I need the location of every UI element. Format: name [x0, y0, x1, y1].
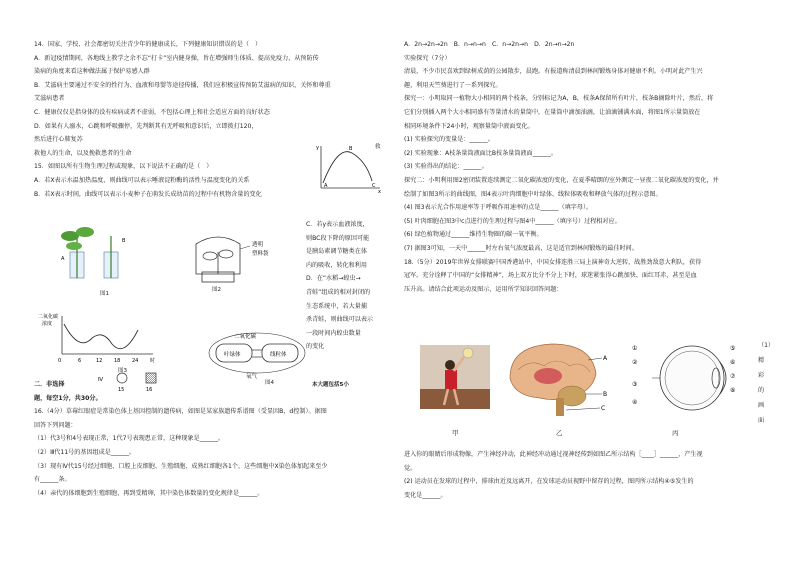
- q18-stem-2: 冠军。充分诠释了中国的“女排精神”，场上双方比分不分上下时，球迷紧张得心跳加快、面红耳赤，甚至是血: [404, 272, 697, 280]
- label-jia: 甲: [452, 429, 459, 437]
- figure-4-gas-exchange: [206, 330, 306, 382]
- tick-24: 24: [132, 358, 139, 364]
- side-char-4: 的: [758, 387, 765, 394]
- q15-c-line2: 则BC段下降的原因可能: [306, 234, 370, 242]
- eye-num-4: ④: [632, 399, 638, 406]
- tick-0: 0: [58, 358, 62, 364]
- q14-stem: 14．国家、学校、社会都密切关注青少年的健康成长，下列健康知识错误的是（ ）: [34, 41, 262, 48]
- figure-3-caption: 图3: [118, 368, 127, 374]
- q14-option-c: C．健康仅仅是指身体的没有疾病或者不虚弱，不包括心理上和社会适应方面的良好状态: [34, 108, 270, 116]
- q18-answers: [404, 448, 760, 502]
- exp-question-7: (7) 据图3可知，一天中______时左右氧气浓度最高，这是适宜到林间锻炼的最佳时间。: [404, 244, 638, 252]
- q14-option-a-cont: 染病的角度来看这种做法属于保护易感人群: [34, 68, 150, 76]
- tick-18: 18: [114, 358, 121, 364]
- intro-line-2: 趣，利用天竺葵进行了一系列探究。: [404, 81, 502, 89]
- q14-option-d: D．如果有人溺水，心跳和呼吸骤停，先判断其有无呼吸和意识后，立即拨打120，: [34, 122, 258, 130]
- q15-c-line1: C．若y表示血液浓度，: [306, 221, 369, 228]
- curve-point-c: C: [372, 183, 376, 189]
- q14-option-a: A．新冠疫情期间，各地线上教学之余不忘“打卡”室内健身操，旨在增强师生体质、提高免疫力，从预防传: [34, 54, 319, 62]
- q16-part-3: （3）现有Ⅳ代15号经过细胞、口腔上皮细胞、生殖细胞、成熟红细胞各1个，这些细胞中X染色体加起来至少: [34, 462, 328, 470]
- side-char-5: 画: [758, 402, 765, 409]
- q18-stem-1: 18.（5分）2019年世界女排联赛中国香港站中，中国女排连胜三局上演神奇大逆转，战胜劲敌意大利队，获得: [404, 258, 702, 266]
- fig4-co2-label: 二氧化碳: [234, 334, 257, 340]
- figure-2-caption: 图2: [212, 287, 221, 293]
- tick-12: 12: [96, 358, 103, 364]
- exp1-line-2: 它们分别插入两个大小相同盛有等量清水的量筒中，在量筒中滴加油滴，让油滴铺满水面，将图1所示量筒放在: [404, 108, 701, 116]
- eye-num-2: ②: [632, 359, 638, 366]
- figure-3-co2-graph: [38, 310, 158, 368]
- q15-c-line4: 内的吸收，转化和利用: [306, 261, 367, 269]
- figure-2-bag-setup: [188, 234, 288, 284]
- eye-num-1: ①: [632, 345, 638, 352]
- eye-num-5: ⑤: [730, 345, 736, 352]
- curve-point-b: B: [349, 146, 353, 152]
- plant-b-label: B: [122, 238, 126, 244]
- section-2-score: 题，每空1分，共30分。: [34, 394, 102, 402]
- figure-1-caption: 图1: [100, 291, 109, 297]
- q15-d-line3: 生态系统中，若大量捕: [306, 302, 367, 310]
- label-bing: 丙: [672, 429, 679, 437]
- q16-part-2: （2）Ⅲ代11号的基因组成是______。: [34, 448, 136, 456]
- q15-stem: 15．如图以所有生物生理过程或现象，以下说法不正确的是（ ）: [34, 163, 213, 171]
- figure-1-plants: [52, 222, 152, 292]
- exp-question-4: (4) 图3表示光合作用速率等于呼吸作用速率的点是______（填字母）。: [404, 204, 593, 212]
- q15-option-a: A．若X表示水温加热温度，则曲线可以表示唾液淀粉酶的活性与温度变化的关系: [34, 176, 250, 184]
- curve-point-a: A: [324, 183, 328, 189]
- right-side-vertical: [758, 338, 782, 428]
- section-2-title: 二．非选择: [34, 381, 65, 388]
- q16-part-4: （4）亲代的体细胞到生殖细胞，再到受精卵，其中染色体数量的变化规律是______。: [34, 489, 264, 497]
- fig4-mitochondria-label: 线粒体: [270, 352, 287, 358]
- q16-stem: 16.（4分）草莓红眼症是常染色体上基因控制的遗传病，如图是某家族遗传系谱图（受显因B，d控制）。据图: [34, 408, 327, 416]
- exp-question-3: (3) 实验得出的结论：______。: [404, 163, 488, 171]
- plant-a-label: A: [61, 256, 65, 262]
- q15-d-line5: 一段时间内蝗虫数量: [306, 329, 361, 337]
- pedigree-gen-iv: Ⅳ: [98, 377, 104, 383]
- brain-diagram: [500, 340, 610, 418]
- exp1-line-1: 探究一：小明取同一植物大小相同的两个枝条，分别标记为A，B，枝条A保留所有叶片，枝条B摘除叶片，然后，将: [404, 95, 714, 103]
- eye-diagram: [632, 338, 740, 418]
- pedigree-15: 15: [118, 387, 125, 392]
- co2-ylabel-2: 浓度: [42, 321, 53, 327]
- q15-option-b: B．若X表示时间，曲线可以表示小麦种子在萌发长成幼苗的过程中有机物含量的变化: [34, 190, 262, 198]
- volleyball-player-image: [420, 345, 490, 409]
- q14-side-fragment: 救: [375, 144, 381, 150]
- q16-part-1: （1）代3号和4号表现正常，1代7号表现患正常，这种现象是______。: [34, 435, 225, 443]
- co2-ylabel-1: 二氧化碳: [38, 314, 59, 320]
- brain-label-b: B: [603, 391, 608, 398]
- exp-question-6: (6) 绿色植物通过______维持生物圈的碳一氧平衡。: [404, 231, 543, 239]
- exp-question-2: (2) 实验现象：A枝条量筒液面比B枝条量筒液面______。: [404, 149, 557, 157]
- exp2-line-2: 绘制了如图3所示的曲线图，图4表示叶肉细胞中叶绿体、线粒体吸收和释放气体的过程示意图。: [404, 190, 662, 198]
- q15-d-line2: 青蛙”组成的相对封闭的: [306, 288, 371, 296]
- q18-part-2: (2) 运动员在发球的过程中，排球由近及远离开，在发球运动员视野中留存的过程，图丙所示结构④⑤发生的: [404, 478, 694, 486]
- bag-label-1: 透明: [252, 242, 264, 248]
- q16-stem-cont: 回答下列问题：: [34, 421, 77, 429]
- curve-graph: [316, 143, 384, 193]
- q14-option-b-cont: 艾滋病患者: [34, 95, 65, 103]
- section-2-note: 本大题包括5小: [312, 382, 349, 388]
- q15-d-line6: 的变化: [306, 343, 325, 351]
- exp1-line-3: 相同环境条件下24小时，观察量筒中液面变化。: [404, 122, 534, 130]
- q18-part-2-cont: 变化是______。: [404, 491, 447, 499]
- label-yi: 乙: [556, 429, 563, 437]
- bag-label-2: 塑料袋: [252, 251, 269, 257]
- q15-cd-text: [306, 218, 386, 354]
- q15-d-line4: 杀青蛙，则曲线可以表示: [306, 316, 374, 324]
- side-char-1: （1）: [758, 342, 775, 349]
- q14-option-b: B．艾滋病主要通过不安全的性行为、血液和母婴等途径传播，我们应积极宣传预防艾滋病的知识，关怀和尊重: [34, 81, 331, 89]
- intro-line-1: 清晨，不少市民喜欢到绿树成荫的公园散步，晨跑。有报道称清晨到林间锻炼身体对健康不利。小明对此产生兴: [404, 68, 703, 76]
- q15-d-line1: D．在“水稻→蝗虫→: [306, 275, 361, 283]
- eye-num-3: ③: [632, 381, 638, 388]
- brain-label-a: A: [603, 355, 608, 362]
- q15-c-line3: 是胰岛素调节糖类在体: [306, 248, 367, 256]
- q18-part-1: 进入你的眼睛后形成物像，产生神经冲动，此神经冲动通过视神经传到如图乙所示结构［____］______，产生视: [404, 451, 703, 458]
- exp2-line-1: 探究二：小明利用图2密闭装置连续测定二氧化碳浓度的变化，在夏季晴朗的室外测定一昼夜二氧化碳浓度的变化，并: [404, 176, 719, 184]
- brain-label-c: C: [601, 405, 606, 412]
- right-column: [404, 38, 774, 296]
- fig4-oxygen-label: 氧气: [246, 374, 258, 380]
- q16-part-3-cont: 有______条。: [34, 476, 71, 484]
- q14-option-d-end: 救他人的生命，以及挽救患者的生命: [34, 149, 132, 157]
- q18-part-1-cont: 觉。: [404, 464, 417, 472]
- section-2: [34, 378, 384, 500]
- q14-option-d-cont: 然后进行心肺复苏: [34, 136, 83, 144]
- curve-x-label: x: [378, 189, 381, 193]
- side-char-6: 面: [758, 417, 765, 424]
- curve-y-label: y: [316, 145, 319, 151]
- pedigree-16: 16: [146, 387, 153, 392]
- fig4-chloroplast-label: 叶绿体: [224, 352, 241, 358]
- eye-num-6: ⑥: [730, 359, 736, 366]
- figure-4-caption: 图4: [265, 380, 274, 386]
- experiment-title: 实验探究（7分）: [404, 54, 451, 62]
- eye-num-7: ⑦: [730, 373, 736, 380]
- exp-question-1: (1) 实验探究的变量是：______。: [404, 136, 494, 144]
- side-char-3: 彩: [758, 372, 765, 379]
- q16-options: A．2n→2n→2n B．n→n→n C．n→2n→n D．2n→n→2n: [404, 41, 575, 48]
- exp-question-5: (5) 叶肉细胞在图3中c点进行的生理过程与图4中______（填序号）过程相对应。: [404, 217, 621, 225]
- eye-num-8: ⑧: [730, 387, 736, 394]
- co2-xlabel: 时: [150, 358, 156, 364]
- side-char-2: 精: [758, 357, 765, 364]
- q18-stem-3: 压升高。请结合此项运动及图示，运用所学知识回答问题：: [404, 285, 563, 293]
- tick-6: 6: [78, 358, 82, 364]
